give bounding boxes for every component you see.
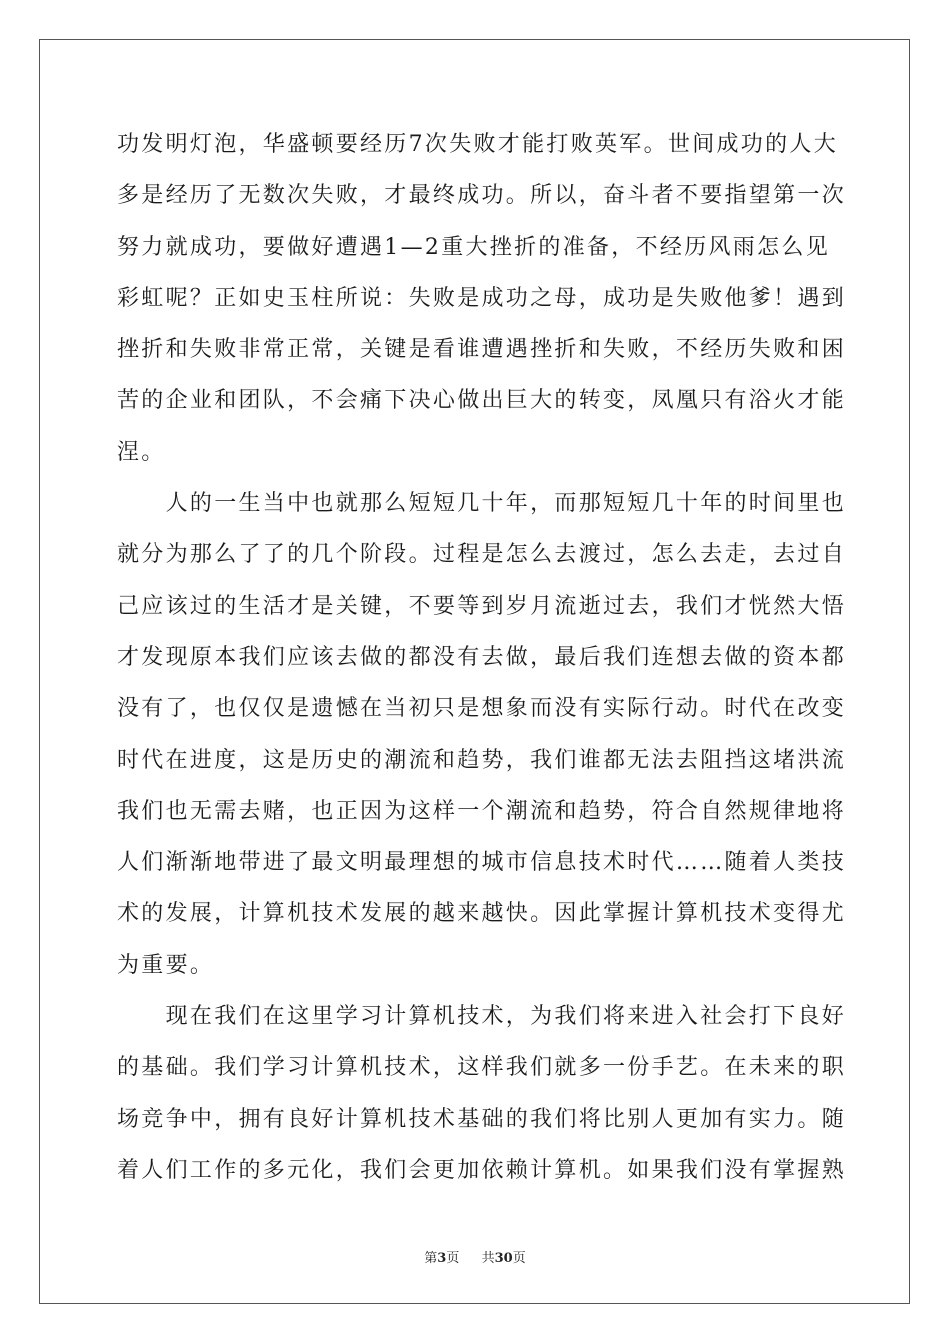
text-line: 就分为那么了了的几个阶段。过程是怎么去渡过，怎么去走，去过自 (117, 542, 847, 568)
text-line: 人们渐渐地带进了最文明最理想的城市信息技术时代……随着人类技 (117, 850, 847, 876)
text-line: 才发现原本我们应该去做的都没有去做，最后我们连想去做的资本都 (117, 644, 847, 670)
text-line: 涅。 (117, 439, 166, 465)
text-line: 时代在进度，这是历史的潮流和趋势，我们谁都无法去阻挡这堵洪流 (117, 747, 847, 773)
total-pages-label: 共30页 (481, 1251, 526, 1266)
text-line: 着人们工作的多元化，我们会更加依赖计算机。如果我们没有掌握熟 (117, 1157, 847, 1183)
text-line: 人的一生当中也就那么短短几十年，而那短短几十年的时间里也 (117, 491, 847, 517)
text-line: 的基础。我们学习计算机技术，这样我们就多一份手艺。在未来的职 (117, 1055, 847, 1081)
text-line: 现在我们在这里学习计算机技术，为我们将来进入社会打下良好 (117, 1004, 847, 1030)
text-line: 场竞争中，拥有良好计算机技术基础的我们将比别人更加有实力。随 (117, 1106, 847, 1132)
text-line: 努力就成功，要做好遭遇1—2重大挫折的准备，不经历风雨怎么见 (117, 234, 830, 260)
text-line: 术的发展，计算机技术发展的越来越快。因此掌握计算机技术变得尤 (117, 901, 847, 927)
text-line: 己应该过的生活才是关键，不要等到岁月流逝过去，我们才恍然大悟 (117, 593, 847, 619)
text-line: 苦的企业和团队，不会痛下决心做出巨大的转变，凤凰只有浴火才能 (117, 388, 847, 414)
document-body (117, 127, 847, 1204)
text-line: 挫折和失败非常正常，关键是看谁遭遇挫折和失败，不经历失败和困 (117, 337, 847, 363)
text-line: 功发明灯泡，华盛顿要经历7次失败才能打败英军。世间成功的人大 (117, 132, 838, 157)
text-line: 为重要。 (117, 952, 215, 978)
text-line: 彩虹呢？正如史玉柱所说：失败是成功之母，成功是失败他爹！遇到 (117, 285, 847, 311)
text-line: 没有了，也仅仅是遗憾在当初只是想象而没有实际行动。时代在改变 (117, 696, 847, 722)
text-line: 多是经历了无数次失败，才最终成功。所以，奋斗者不要指望第一次 (117, 183, 847, 209)
page-number-label: 第3页 (424, 1251, 460, 1266)
page-footer (0, 1247, 950, 1266)
text-line: 我们也无需去赌，也正因为这样一个潮流和趋势，符合自然规律地将 (117, 798, 847, 824)
